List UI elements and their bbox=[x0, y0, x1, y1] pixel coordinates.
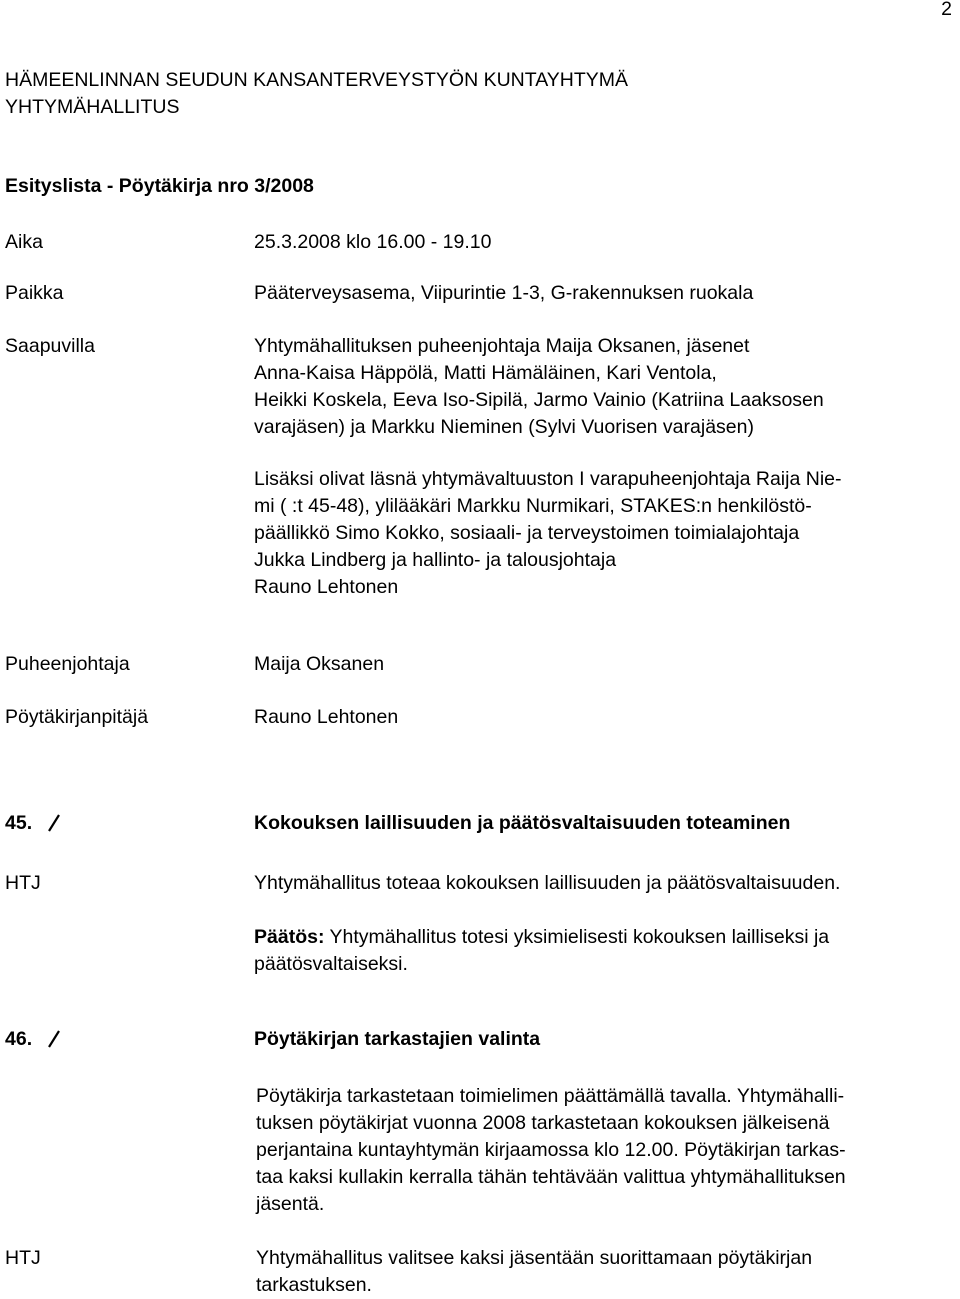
chair-label: Puheenjohtaja bbox=[5, 653, 130, 675]
also-present bbox=[254, 466, 842, 601]
secretary-value: Rauno Lehtonen bbox=[254, 706, 399, 728]
also-present-line: Rauno Lehtonen bbox=[254, 576, 399, 598]
secretary-label: Pöytäkirjanpitäjä bbox=[5, 706, 149, 728]
page-number: 2 bbox=[941, 0, 952, 20]
place-label: Paikka bbox=[5, 282, 64, 304]
also-present-line: mi ( :t 45-48), ylilääkäri Markku Nurmikari, STAKES:n henkilöstö- bbox=[254, 495, 812, 517]
paragraph-icon-svg bbox=[48, 812, 60, 834]
present-label: Saapuvilla bbox=[5, 335, 95, 357]
body-line: tuksen pöytäkirjat vuonna 2008 tarkastetaan kokouksen jälkeisenä bbox=[256, 1112, 830, 1134]
organization-name: HÄMEENLINNAN SEUDUN KANSANTERVEYSTYÖN KUNTAYHTYMÄ bbox=[5, 69, 629, 91]
also-present-line: päällikkö Simo Kokko, sosiaali- ja terveystoimen toimialajohtaja bbox=[254, 522, 800, 544]
present-line: Heikki Koskela, Eeva Iso-Sipilä, Jarmo Vainio (Katriina Laaksosen bbox=[254, 389, 824, 411]
body-line: perjantaina kuntayhtymän kirjaamossa klo 12.00. Pöytäkirjan tarkas- bbox=[256, 1139, 846, 1161]
also-present-line: Lisäksi olivat läsnä yhtymävaltuuston I varapuheenjohtaja Raija Nie- bbox=[254, 468, 842, 490]
board-name: YHTYMÄHALLITUS bbox=[5, 96, 180, 118]
decision-text: Yhtymähallitus totesi yksimielisesti kokouksen lailliseksi ja bbox=[324, 926, 830, 948]
decision-line bbox=[254, 924, 829, 951]
present-members bbox=[254, 333, 824, 441]
proposal-text: Yhtymähallitus toteaa kokouksen laillisuuden ja päätösvaltaisuuden. bbox=[254, 872, 841, 894]
paragraph-icon bbox=[48, 812, 60, 842]
proposal-line: Yhtymähallitus valitsee kaksi jäsentään suorittamaan pöytäkirjan bbox=[256, 1247, 813, 1269]
chair-value: Maija Oksanen bbox=[254, 653, 385, 675]
proposal-line: tarkastuksen. bbox=[256, 1274, 372, 1296]
body-line: jäsentä. bbox=[256, 1193, 325, 1215]
paragraph-icon-svg bbox=[48, 1028, 60, 1050]
body-line: Pöytäkirja tarkastetaan toimielimen päättämällä tavalla. Yhtymähalli- bbox=[256, 1085, 845, 1107]
section-number: 45. bbox=[5, 812, 33, 834]
section-title: Pöytäkirjan tarkastajien valinta bbox=[254, 1028, 541, 1050]
proposer-label: HTJ bbox=[5, 1247, 41, 1269]
decision bbox=[254, 924, 829, 978]
decision-label: Päätös: bbox=[254, 926, 325, 948]
section-title: Kokouksen laillisuuden ja päätösvaltaisuuden toteaminen bbox=[254, 812, 791, 834]
present-line: varajäsen) ja Markku Nieminen (Sylvi Vuorisen varajäsen) bbox=[254, 416, 754, 438]
decision-line: päätösvaltaiseksi. bbox=[254, 953, 408, 975]
time-value: 25.3.2008 klo 16.00 - 19.10 bbox=[254, 231, 492, 253]
proposer-label: HTJ bbox=[5, 872, 41, 894]
proposal-text bbox=[256, 1245, 812, 1299]
present-line: Yhtymähallituksen puheenjohtaja Maija Oksanen, jäsenet bbox=[254, 335, 750, 357]
section-body bbox=[256, 1083, 846, 1218]
section-number: 46. bbox=[5, 1028, 33, 1050]
paragraph-icon bbox=[48, 1028, 60, 1058]
body-line: taa kaksi kullakin kerralla tähän tehtävään valittua yhtymähallituksen bbox=[256, 1166, 846, 1188]
document-title: Esityslista - Pöytäkirja nro 3/2008 bbox=[5, 175, 314, 197]
present-line: Anna-Kaisa Häppölä, Matti Hämäläinen, Kari Ventola, bbox=[254, 362, 717, 384]
time-label: Aika bbox=[5, 231, 43, 253]
place-value: Pääterveysasema, Viipurintie 1-3, G-rakennuksen ruokala bbox=[254, 282, 754, 304]
also-present-line: Jukka Lindberg ja hallinto- ja talousjohtaja bbox=[254, 549, 617, 571]
